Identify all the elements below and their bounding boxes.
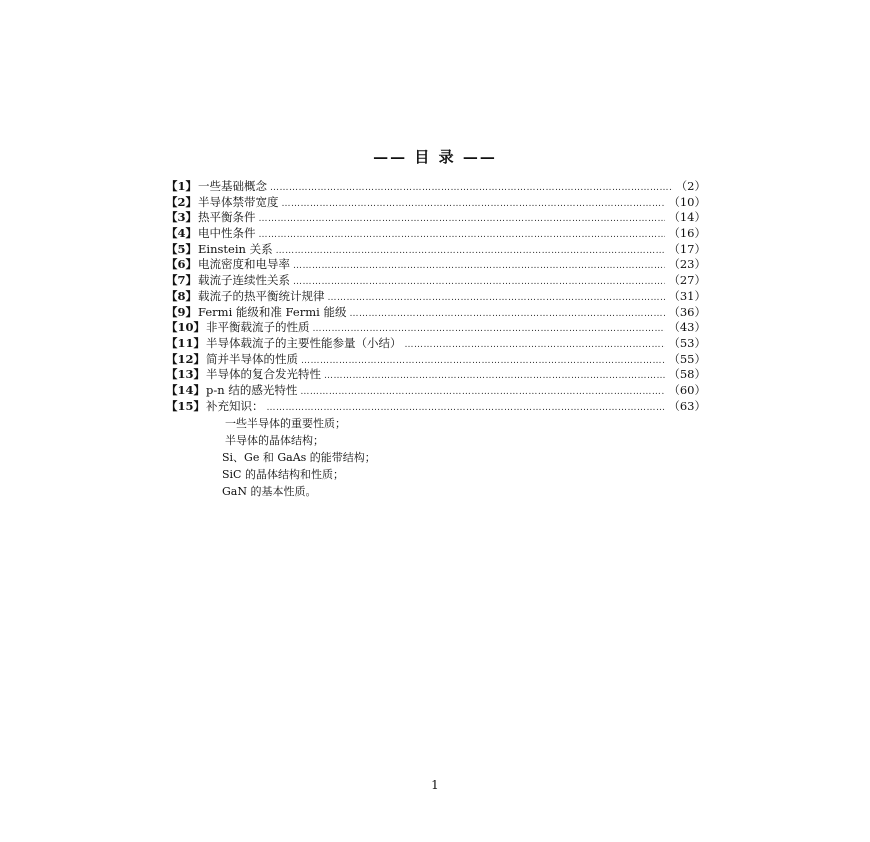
toc-leader-dots (300, 385, 665, 401)
toc-entry-title: 热平衡条件 (198, 210, 256, 225)
toc-leader-dots (301, 354, 665, 370)
toc-leader-dots (324, 369, 665, 385)
toc-entry-14 (166, 383, 706, 399)
toc-entry-page: （14） (668, 210, 706, 225)
toc-entry-page: （2） (675, 179, 706, 193)
toc-entry-title: 简并半导体的性质 (206, 351, 299, 366)
toc-entry-6 (166, 257, 706, 273)
toc-entry-number: 【3】 (166, 210, 198, 225)
toc-entry-title: 载流子连续性关系 (198, 273, 291, 288)
toc-entry-number: 【11】 (166, 335, 206, 350)
toc-entry-number: 【2】 (166, 194, 198, 209)
toc-leader-dots (293, 259, 665, 275)
toc-entry-number: 【14】 (166, 382, 206, 397)
supplement-item: 一些半导体的重要性质； (225, 417, 346, 430)
toc-entry-number: 【9】 (166, 304, 198, 319)
toc-leader-dots (282, 197, 666, 213)
toc-leader-dots (259, 228, 666, 244)
toc-entry-2 (166, 195, 706, 211)
toc-entry-title: 载流子的热平衡统计规律 (198, 288, 325, 303)
toc-entry-page: （55） (668, 351, 706, 366)
toc-entry-page: （17） (668, 241, 706, 256)
toc-entry-10 (166, 320, 706, 336)
toc-entry-3 (166, 210, 706, 226)
toc-leader-dots (270, 181, 673, 197)
supplement-item: SiC 的晶体结构和性质； (222, 468, 344, 481)
toc-entry-number: 【1】 (166, 179, 198, 193)
toc-leader-dots (405, 338, 666, 354)
supplement-item: Si、Ge 和 GaAs 的能带结构； (222, 451, 376, 464)
toc-entry-page: （58） (668, 367, 706, 382)
toc-entry-title: 一些基础概念 (198, 179, 268, 193)
toc-entry-title: 电中性条件 (198, 226, 256, 241)
toc-entry-number: 【6】 (166, 257, 198, 272)
toc-entry-page: （43） (668, 320, 706, 335)
toc-entry-title: 电流密度和电导率 (198, 257, 291, 272)
toc-entry-title: 半导体载流子的主要性能参量（小结） (206, 335, 402, 350)
toc-entry-page: （10） (668, 194, 706, 209)
toc-entry-page: （36） (668, 304, 706, 319)
toc-entry-5 (166, 242, 706, 258)
toc-entry-12 (166, 352, 706, 368)
toc-entry-title: 半导体禁带宽度 (198, 194, 279, 209)
toc-entry-page: （16） (668, 226, 706, 241)
toc-leader-dots (267, 401, 666, 417)
toc-leader-dots (328, 291, 666, 307)
toc-entry-title: 半导体的复合发光特性 (206, 367, 322, 382)
toc-entry-number: 【13】 (166, 367, 206, 382)
toc-entry-number: 【10】 (166, 320, 206, 335)
toc-entry-9 (166, 305, 706, 321)
toc-leader-dots (349, 307, 665, 323)
toc-entry-page: （27） (668, 273, 706, 288)
toc-entry-number: 【12】 (166, 351, 206, 366)
toc-entry-number: 【5】 (166, 241, 198, 256)
toc-entry-15 (166, 399, 706, 415)
toc-entry-title: Einstein 关系 (198, 241, 273, 256)
toc-entry-page: （31） (668, 288, 706, 303)
toc-heading: —— 目 录 —— (373, 148, 497, 166)
supplement-item: GaN 的基本性质。 (222, 485, 317, 498)
toc-entry-number: 【8】 (166, 288, 198, 303)
toc-entry-1 (166, 179, 706, 195)
toc-entry-title: p-n 结的感光特性 (206, 382, 298, 397)
supplement-item: 半导体的晶体结构； (225, 434, 324, 447)
toc-entry-page: （63） (668, 398, 706, 413)
supplement-topic-list (222, 415, 376, 500)
toc-leader-dots (293, 275, 665, 291)
toc-entry-title: 非平衡载流子的性质 (206, 320, 310, 335)
toc-entry-title: 补充知识： (206, 398, 264, 413)
toc-leader-dots (259, 212, 666, 228)
page-number: 1 (431, 778, 439, 792)
toc-entry-page: （53） (668, 335, 706, 350)
toc-entry-page: （23） (668, 257, 706, 272)
toc-entry-7 (166, 273, 706, 289)
toc-entry-4 (166, 226, 706, 242)
toc-entry-13 (166, 367, 706, 383)
toc-entry-8 (166, 289, 706, 305)
toc-entry-number: 【15】 (166, 398, 206, 413)
toc-entry-title: Fermi 能级和准 Fermi 能级 (198, 304, 347, 319)
toc-leader-dots (276, 244, 666, 260)
toc-entry-11 (166, 336, 706, 352)
table-of-contents (166, 179, 706, 414)
toc-entry-number: 【7】 (166, 273, 198, 288)
toc-entry-number: 【4】 (166, 226, 198, 241)
toc-entry-page: （60） (668, 382, 706, 397)
